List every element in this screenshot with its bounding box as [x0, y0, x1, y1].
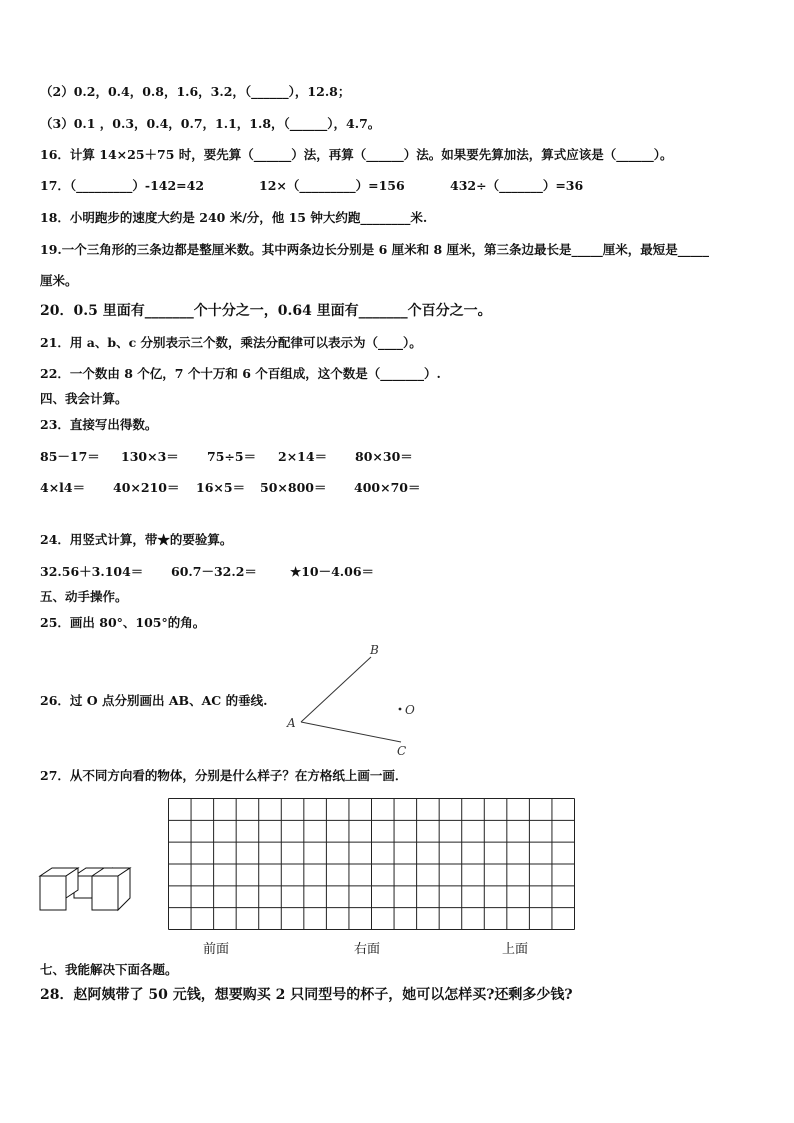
q22: 22．一个数由 8 个亿，7 个十万和 6 个百组成，这个数是（_______）.: [40, 366, 441, 381]
q24-2: 60.7－32.2＝: [171, 564, 257, 579]
q17-c: 432÷（_______）=36: [450, 178, 584, 193]
label-o: O: [405, 703, 415, 717]
q19-line2: 厘米。: [40, 273, 78, 288]
cube-object: [36, 864, 136, 914]
q23-row1: [40, 449, 760, 467]
q23-r1-3: 75÷5＝: [207, 449, 257, 464]
q24-3: ★10－4.06＝: [290, 564, 375, 579]
point-o: [399, 708, 402, 711]
view-top-label: 上面: [502, 942, 529, 957]
q23-r1-1: 85－17＝: [40, 449, 100, 464]
q26: 26．过 O 点分别画出 AB、AC 的垂线.: [40, 693, 268, 708]
q23-r2-5: 400×70＝: [354, 480, 421, 495]
q23-r2-3: 16×5＝: [196, 480, 246, 495]
q25: 25．画出 80°、105°的角。: [40, 615, 206, 630]
q23-r2-1: 4×l4＝: [40, 480, 86, 495]
section-7-heading: 七、我能解决下面各题。: [40, 962, 178, 977]
section-4-heading: 四、我会计算。: [40, 391, 128, 406]
label-c: C: [397, 744, 407, 758]
q23-r2-4: 50×800＝: [260, 480, 327, 495]
q16: 16．计算 14×25＋75 时，要先算（______）法，再算（______）法。如果要先算加法，算式应该是（______）。: [40, 147, 673, 162]
q19-line1: 19.一个三角形的三条边都是整厘米数。其中两条边长分别是 6 厘米和 8 厘米，第三条边最长是_____厘米，最短是_____: [40, 242, 710, 257]
section-5-heading: 五、动手操作。: [40, 589, 128, 604]
view-right-label: 右面: [354, 942, 381, 957]
ray-ab: [301, 657, 371, 722]
q24-row: [40, 564, 760, 582]
label-a: A: [287, 716, 296, 730]
view-front-label: 前面: [203, 942, 230, 957]
q18: 18．小明跑步的速度大约是 240 米/分，他 15 钟大约跑________米.: [40, 210, 428, 225]
seq-3: （3）0.1 ，0.3，0.4，0.7，1.1，1.8，（______），4.7。: [40, 116, 381, 131]
q23-r2-2: 40×210＝: [113, 480, 180, 495]
ray-ac: [301, 722, 401, 742]
q17-b: 12×（_________）=156: [259, 178, 405, 193]
q28: 28．赵阿姨带了 50 元钱，想要购买 2 只同型号的杯子，她可以怎样买?还剩多少钱?: [40, 987, 573, 1003]
q23-r1-5: 80×30＝: [355, 449, 413, 464]
q24: 24．用竖式计算，带★的要验算。: [40, 532, 233, 547]
q24-1: 32.56＋3.104＝: [40, 564, 144, 579]
q17: [40, 178, 760, 196]
q23-row2: [40, 480, 760, 498]
q17-a: 17．（_________）-142=42: [40, 178, 205, 193]
q21: 21．用 a、b、c 分别表示三个数，乘法分配律可以表示为（____）。: [40, 335, 422, 350]
angle-figure: [280, 640, 420, 760]
q20: 20．0.5 里面有_______个十分之一，0.64 里面有_______个百分之一。: [40, 303, 492, 319]
q27: 27．从不同方向看的物体，分别是什么样子？在方格纸上画一画．: [40, 768, 408, 783]
grid-paper: [168, 798, 575, 930]
q23: 23．直接写出得数。: [40, 417, 158, 432]
q23-r1-4: 2×14＝: [278, 449, 328, 464]
label-b: B: [370, 643, 379, 657]
seq-2: （2）0.2，0.4，0.8，1.6，3.2，（______），12.8；: [40, 84, 351, 99]
q23-r1-2: 130×3＝: [121, 449, 179, 464]
